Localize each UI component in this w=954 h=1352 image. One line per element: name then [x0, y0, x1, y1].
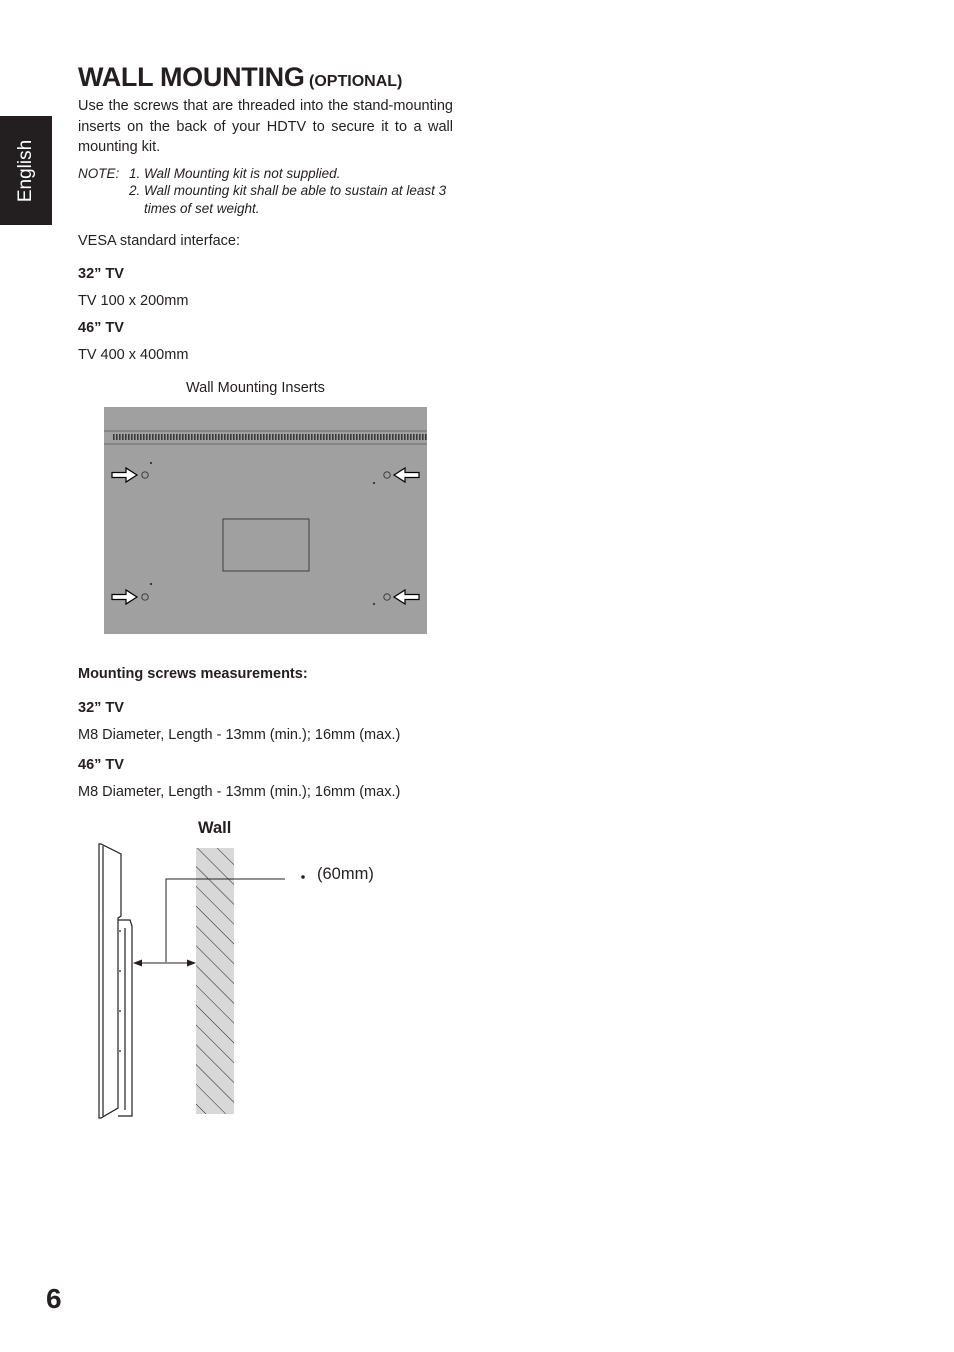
- wall-hatch: [196, 848, 234, 1114]
- note-item-2: 2. Wall mounting kit shall be able to sustain at least 3: [129, 183, 447, 198]
- side-view-figure: [90, 840, 310, 1125]
- tv-side-profile: [99, 844, 132, 1118]
- page-number: 6: [46, 1283, 62, 1314]
- title-main: WALL MOUNTING: [78, 62, 305, 92]
- language-tab: [0, 116, 52, 225]
- wall-label: Wall: [198, 819, 232, 837]
- vesa-model-46: 46” TV: [78, 320, 124, 336]
- vesa-label: VESA standard interface:: [78, 233, 241, 249]
- note-item-1: 1. Wall Mounting kit is not supplied.: [129, 166, 341, 181]
- tv-back-panel-figure: [104, 407, 427, 634]
- screws-spec-46: M8 Diameter, Length - 13mm (min.); 16mm (max.): [78, 784, 401, 800]
- vesa-model-32: 32” TV: [78, 266, 124, 282]
- distance-label: (60mm): [317, 865, 374, 883]
- screws-model-46: 46” TV: [78, 757, 124, 773]
- title-optional: (OPTIONAL): [309, 73, 403, 90]
- figure1-caption: Wall Mounting Inserts: [186, 380, 325, 396]
- screws-model-32: 32” TV: [78, 700, 124, 716]
- intro-paragraph: Use the screws that are threaded into the stand-mounting inserts on the back of your HDTV to secure it to a wall mounting kit.: [78, 98, 453, 155]
- bullet-icon: [301, 875, 305, 879]
- vent-strip: [112, 434, 427, 440]
- vesa-spec-46: TV 400 x 400mm: [78, 347, 189, 363]
- screws-heading: Mounting screws measurements:: [78, 666, 308, 682]
- vesa-spec-32: TV 100 x 200mm: [78, 293, 189, 309]
- language-label: English: [15, 139, 36, 202]
- back-panel: [104, 407, 427, 634]
- page-title: [78, 62, 402, 93]
- note-prefix: NOTE:: [78, 166, 120, 181]
- note-item-2-cont: times of set weight.: [144, 201, 260, 216]
- screws-spec-32: M8 Diameter, Length - 13mm (min.); 16mm (max.): [78, 727, 401, 743]
